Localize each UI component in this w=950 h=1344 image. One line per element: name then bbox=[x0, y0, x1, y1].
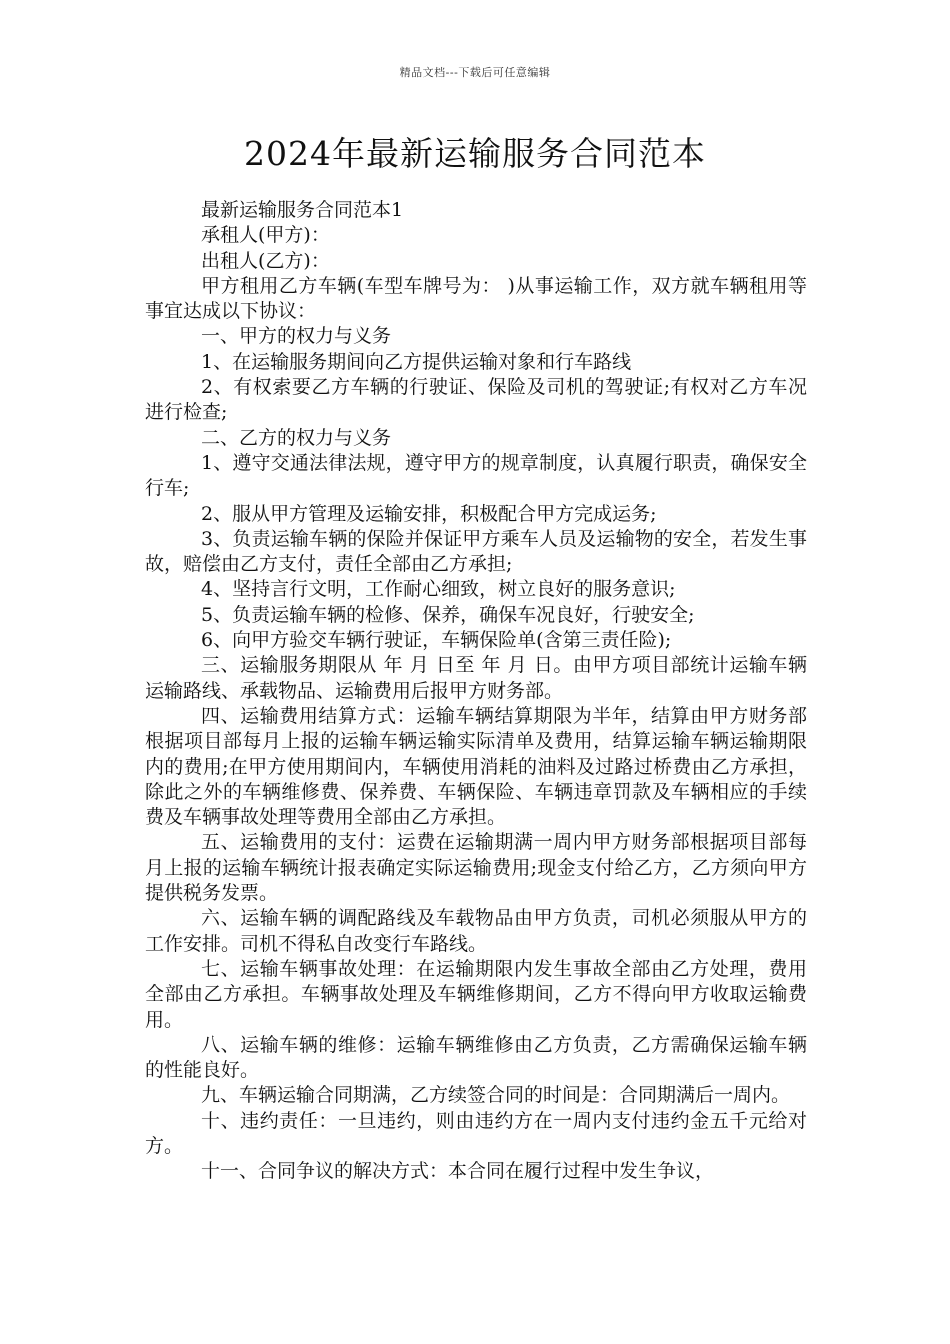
document-body bbox=[145, 198, 807, 1185]
paragraph: 甲方租用乙方车辆(车型车牌号为： )从事运输工作，双方就车辆租用等事宜达成以下协议： bbox=[145, 274, 807, 323]
section-heading: 一、甲方的权力与义务 bbox=[201, 325, 392, 348]
paragraph: 十、违约责任：一旦违约，则由违约方在一周内支付违约金五千元给对方。 bbox=[145, 1109, 807, 1157]
paragraph: 6、向甲方验交车辆行驶证，车辆保险单(含第三责任险); bbox=[201, 629, 672, 652]
paragraph: 七、运输车辆事故处理：在运输期限内发生事故全部由乙方处理，费用全部由乙方承担。车辆事故处理及车辆维修期间，乙方不得向甲方收取运输费用。 bbox=[145, 957, 807, 1031]
section-heading: 二、乙方的权力与义务 bbox=[201, 426, 392, 449]
paragraph: 九、车辆运输合同期满，乙方续签合同的时间是：合同期满后一周内。 bbox=[201, 1084, 791, 1107]
paragraph: 十一、合同争议的解决方式：本合同在履行过程中发生争议， bbox=[201, 1160, 715, 1183]
paragraph: 四、运输费用结算方式：运输车辆结算期限为半年，结算由甲方财务部根据项目部每月上报的运输车辆运输实际清单及费用，结算运输车辆运输期限内的费用;在甲方使用期间内，车辆使用消耗的油料及过路过桥费由乙方承担，除此之外的车辆维修费、保养费、车辆保险、车辆违章罚款及车辆相应的手续费及车辆事故处理等费用全部由乙方承担。 bbox=[145, 704, 807, 829]
paragraph: 3、负责运输车辆的保险并保证甲方乘车人员及运输物的安全，若发生事故，赔偿由乙方支付，责任全部由乙方承担; bbox=[145, 527, 807, 576]
paragraph: 1、遵守交通法律法规，遵守甲方的规章制度，认真履行职责，确保安全行车; bbox=[145, 451, 807, 500]
paragraph: 1、在运输服务期间向乙方提供运输对象和行车路线 bbox=[201, 350, 632, 373]
paragraph: 2、服从甲方管理及运输安排，积极配合甲方完成运务; bbox=[201, 502, 657, 525]
paragraph: 2、有权索要乙方车辆的行驶证、保险及司机的驾驶证;有权对乙方车况进行检查; bbox=[145, 376, 807, 424]
paragraph: 六、运输车辆的调配路线及车载物品由甲方负责，司机必须服从甲方的工作安排。司机不得私自改变行车路线。 bbox=[145, 907, 807, 955]
document-title: 2024年最新运输服务合同范本 bbox=[244, 134, 706, 173]
header-note: 精品文档---下载后可任意编辑 bbox=[399, 66, 551, 79]
paragraph: 4、坚持言行文明，工作耐心细致，树立良好的服务意识; bbox=[201, 578, 676, 601]
paragraph: 出租人(乙方)： bbox=[201, 249, 330, 272]
paragraph: 5、负责运输车辆的检修、保养，确保车况良好，行驶安全; bbox=[201, 603, 695, 626]
paragraph: 八、运输车辆的维修：运输车辆维修由乙方负责，乙方需确保运输车辆的性能良好。 bbox=[145, 1033, 807, 1082]
paragraph: 三、运输服务期限从 年 月 日至 年 月 日。由甲方项目部统计运输车辆运输路线、承载物品、运输费用后报甲方财务部。 bbox=[145, 654, 807, 702]
paragraph: 五、运输费用的支付：运费在运输期满一周内甲方财务部根据项目部每月上报的运输车辆统计报表确定实际运输费用;现金支付给乙方，乙方须向甲方提供税务发票。 bbox=[145, 831, 807, 905]
paragraph: 承租人(甲方)： bbox=[201, 224, 330, 247]
paragraph: 最新运输服务合同范本1 bbox=[201, 199, 404, 221]
